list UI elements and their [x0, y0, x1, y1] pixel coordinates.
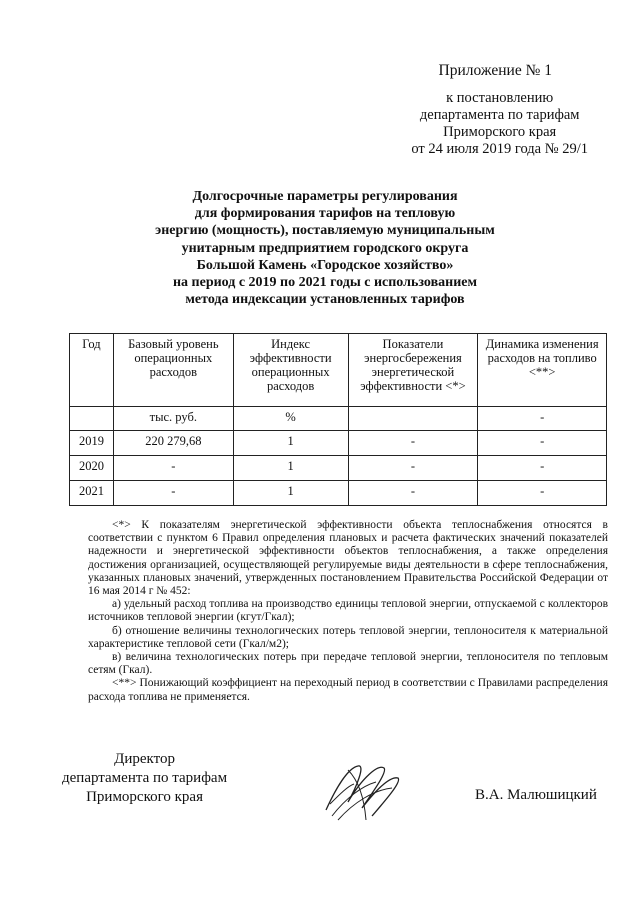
table-cell: тыс. руб.	[113, 407, 233, 431]
table-row	[70, 431, 607, 456]
ref-line: от 24 июля 2019 года № 29/1	[411, 141, 588, 157]
title-line: Долгосрочные параметры регулирования	[192, 189, 458, 204]
footnote-paragraph: б) отношение величины технологических потерь тепловой энергии, теплоносителя к материальной характеристике тепловой сети (Гкал/м2);	[88, 624, 608, 650]
title-line: энергию (мощность), поставляемую муниципальным	[155, 223, 495, 239]
header-energy-saving: Показатели энергосбережения энергетической эффективности <*>	[348, 334, 478, 407]
table-cell: -	[478, 481, 607, 506]
table-cell: 2020	[70, 456, 114, 481]
table-cell: -	[478, 456, 607, 481]
table-cell: 2019	[70, 431, 114, 456]
table-cell: -	[478, 431, 607, 456]
table-cell: -	[348, 481, 478, 506]
table-units-row	[70, 407, 607, 431]
title-line: Большой Камень «Городское хозяйство»	[196, 257, 454, 273]
title-line: на период с 2019 по 2021 годы с использованием	[172, 275, 478, 291]
parameters-table	[69, 333, 607, 506]
table-cell: 1	[233, 431, 348, 456]
table-row	[70, 456, 607, 481]
position-line: Директор	[114, 751, 175, 767]
table-cell: -	[348, 431, 478, 456]
header-fuel-dynamics: Динамика изменения расходов на топливо <**>	[478, 334, 607, 407]
table-cell	[348, 407, 478, 431]
table-cell: -	[113, 481, 233, 506]
ref-line: Приморского края	[443, 124, 557, 140]
table-cell: -	[113, 456, 233, 481]
table-cell: 1	[233, 456, 348, 481]
table-cell: 1	[233, 481, 348, 506]
footnotes	[88, 519, 608, 704]
ref-line: к постановлению	[446, 90, 554, 106]
title-line: унитарным предприятием городского округа	[181, 240, 469, 256]
table-row	[70, 481, 607, 506]
table-cell: -	[348, 456, 478, 481]
table-cell: 220 279,68	[113, 431, 233, 456]
table-header-row	[70, 334, 607, 407]
appendix-number: Приложение № 1	[438, 62, 552, 79]
resolution-reference	[411, 90, 588, 158]
ref-line: департамента по тарифам	[419, 107, 580, 123]
table-cell: %	[233, 407, 348, 431]
table-cell: -	[478, 407, 607, 431]
title-line: для формирования тарифов на тепловую	[194, 206, 456, 222]
title-line: метода индексации установленных тарифов	[185, 292, 465, 308]
header-base-opex: Базовый уровень операционных расходов	[113, 334, 233, 407]
header-year: Год	[70, 334, 114, 407]
position-line: Приморского края	[86, 789, 203, 805]
table-cell: 2021	[70, 481, 114, 506]
table-cell	[70, 407, 114, 431]
handwritten-signature	[318, 758, 408, 828]
header-efficiency-index: Индекс эффективности операционных расходов	[233, 334, 348, 407]
signatory-name: В.А. Малюшицкий	[475, 787, 597, 803]
position-line: департамента по тарифам	[62, 770, 228, 786]
footnote-paragraph: в) величина технологических потерь при передаче тепловой энергии, теплоносителя по тепловым сетям (Гкал).	[88, 651, 608, 677]
footnote-paragraph: <*> К показателям энергетической эффективности объекта теплоснабжения относятся в соответствии с пунктом 6 Правил определения плановых и расчета фактических значений показателей надежности и энергетической эффективности объектов теплоснабжения, а также определения достижения организацией, осуществляющей регулируемые виды деятельности в сфере теплоснабжения, указанных плановых значений, утвержденных постановлением Правительства Российской Федерации от 16 мая 2014 г № 452:	[88, 519, 608, 598]
footnote-paragraph: а) удельный расход топлива на производство единицы тепловой энергии, отпускаемой с коллекторов источников тепловой энергии (кгут/Гкал);	[88, 598, 608, 624]
footnote-paragraph: <**> Понижающий коэффициент на переходный период в соответствии с Правилами распределения расхода топлива не применяется.	[88, 677, 608, 703]
signatory-position	[62, 750, 227, 807]
document-title	[150, 188, 500, 308]
